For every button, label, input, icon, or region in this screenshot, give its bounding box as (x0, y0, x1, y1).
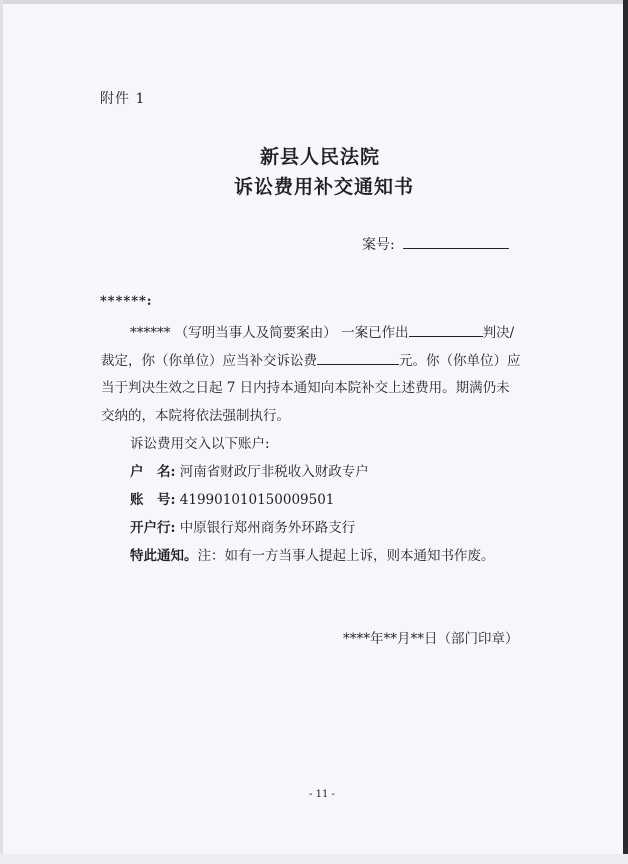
notice-title-heading: 诉讼费用补交通知书 (233, 176, 414, 198)
body-line-2-suffix: 元。你（你单位）应 (399, 353, 521, 369)
scan-top-edge (0, 0, 628, 4)
body-line-5: 诉讼费用交入以下账户: (130, 436, 270, 452)
body-line-4: 交纳的，本院将依法强制执行。 (101, 408, 290, 424)
body-line-2-prefix: 裁定，你（你单位）应当补交诉讼费 (101, 353, 317, 369)
account-number-label: 账 号: (130, 492, 176, 508)
body-line-1-prefix: ****** （写明当事人及简要案由） 一案已作出 (130, 325, 409, 341)
special-notice-text: 注：如有一方当事人提起上诉，则本通知书作废。 (197, 548, 495, 564)
body-line-3: 当于判决生效之日起 7 日内持本通知向本院补交上述费用。期满仍未 (101, 380, 510, 396)
account-name-value: 河南省财政厅非税收入财政专户 (179, 464, 369, 480)
special-notice-row (130, 544, 495, 564)
page-number: - 11 - (309, 789, 335, 800)
bank-label: 开户行: (130, 520, 176, 536)
body-line-2 (101, 349, 521, 369)
case-number-row (362, 234, 509, 254)
scan-right-edge (623, 0, 628, 864)
case-number-label: 案号: (362, 237, 395, 253)
special-notice-label: 特此通知。 (130, 548, 198, 564)
body-line-1 (130, 321, 514, 341)
court-name-heading: 新县人民法院 (259, 146, 380, 168)
account-number-value: 419901010150009501 (179, 492, 335, 508)
scan-left-edge (0, 0, 3, 864)
account-name-label: 户 名: (130, 464, 176, 480)
account-number-row (130, 488, 334, 508)
fee-amount-blank (317, 353, 399, 365)
bank-value: 中原银行郑州商务外环路支行 (179, 520, 356, 536)
judgment-blank (409, 325, 483, 337)
account-name-row (130, 460, 369, 480)
addressee: ******: (100, 294, 153, 309)
body-line-1-suffix: 判决/ (482, 325, 515, 341)
attachment-label: 附件 1 (100, 91, 146, 107)
bank-row (130, 516, 355, 536)
scan-bottom-edge (0, 854, 628, 864)
date-and-seal: ****年**月**日（部门印章） (343, 631, 519, 647)
case-number-blank (403, 236, 509, 249)
